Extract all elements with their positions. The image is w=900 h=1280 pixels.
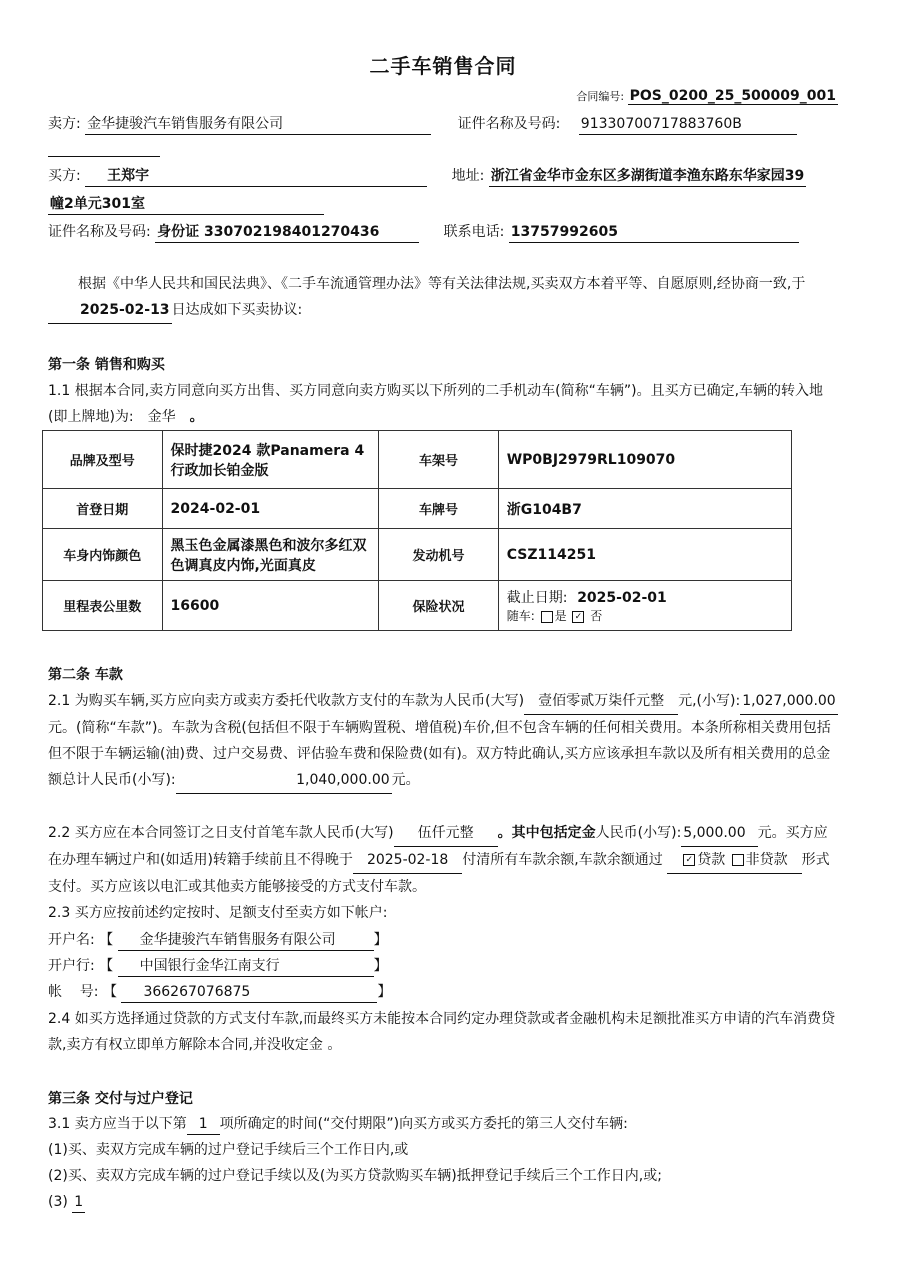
account-name-row: 开户名: 【 金华捷骏汽车销售服务有限公司 】 — [48, 930, 388, 951]
vin-value: WP0BJ2979RL109070 — [498, 431, 791, 489]
contract-number — [576, 88, 838, 104]
section-1-title: 第一条 销售和购买 — [48, 357, 165, 373]
s22-b: 。其中包括定金 — [497, 825, 596, 841]
engine-value: CSZ114251 — [498, 529, 791, 581]
brand-value: 保时捷2024 款Panamera 4 行政加长铂金版 — [162, 431, 379, 489]
account-name: 金华捷骏汽车销售服务有限公司 — [118, 930, 374, 951]
insurance-cell — [498, 581, 791, 631]
balance-deadline: 2025-02-18 — [353, 847, 462, 874]
s21-c: 元。(简称“车款”)。车款为含税(包括但不限于车辆购置税、增值税)车价,但不包含车辆的任何相关费用。本条所称相关费用包括但不限于车辆运输(油)费、过户交易费、评估验车费和保险费(如有)。双方特此确认,买方应该承担车款以及所有相关费用的总金额总计人民币(小写): — [48, 720, 831, 788]
ins-no-label: 否 — [590, 609, 603, 623]
color-value: 黑玉色金属漆黑色和波尔多红双色调真皮内饰,光面真皮 — [162, 529, 379, 581]
intro-text-end: 日达成如下买卖协议: — [171, 302, 303, 318]
account-number: 366267076875 — [121, 982, 377, 1003]
s22-e: 付清所有车款余额,车款余额通过 — [462, 852, 663, 868]
registration-city: 金华 — [134, 404, 190, 431]
price-number: 1,027,000.00 — [740, 688, 838, 715]
buyer-name: 王郑宇 — [85, 166, 427, 187]
section-1-1 — [48, 378, 838, 431]
buyer-address-2: 幢2单元301室 — [48, 194, 324, 215]
color-label: 车身内饰颜色 — [43, 529, 163, 581]
account-bank-row: 开户行: 【 中国银行金华江南支行 】 — [48, 956, 388, 977]
s31-a: 3.1 卖方应当于以下第 — [48, 1116, 187, 1132]
page-title: 二手车销售合同 — [369, 54, 517, 78]
brand-label: 品牌及型号 — [43, 431, 163, 489]
ins-follow-label: 随车: — [506, 609, 535, 623]
plate-value: 浙G104B7 — [498, 489, 791, 529]
buyer-phone-label: 联系电话: — [443, 224, 505, 240]
section-2-title: 第二条 车款 — [48, 667, 123, 683]
seller-row — [48, 114, 797, 135]
buyer-label: 买方: — [48, 168, 81, 184]
reg-date-value: 2024-02-01 — [162, 489, 379, 529]
s21-a: 2.1 为购买车辆,买方应向卖方或卖方委托代收款方支付的车款为人民币(大写) — [48, 693, 525, 709]
insurance-label: 保险状况 — [379, 581, 499, 631]
section-2-2 — [48, 820, 838, 900]
ins-date-label: 截止日期: — [506, 590, 568, 606]
buyer-id-label: 证件名称及号码: — [48, 224, 151, 240]
vin-label: 车架号 — [379, 431, 499, 489]
seller-underline-ext — [48, 140, 160, 157]
seller-id-label: 证件名称及号码: — [457, 116, 561, 132]
account-no-label: 帐 号: — [48, 984, 99, 1000]
seller-label: 卖方: — [48, 116, 81, 132]
seller-name: 金华捷骏汽车销售服务有限公司 — [85, 114, 431, 135]
delivery-item-3 — [48, 1192, 85, 1213]
mileage-label: 里程表公里数 — [43, 581, 163, 631]
section-3-title: 第三条 交付与过户登记 — [48, 1091, 193, 1107]
s22-f: 形式支付。买方应该以电汇或其他卖方能够接受的方式支付车款。 — [48, 852, 830, 895]
total-amount: 1,040,000.00 — [176, 767, 392, 794]
s21-b: 元,(小写): — [678, 693, 741, 709]
vehicle-table — [42, 430, 792, 631]
s22-c: 人民币(小写): — [595, 825, 682, 841]
buyer-address-row2 — [48, 194, 324, 215]
delivery-item-1: (1)买、卖双方完成车辆的过户登记手续后三个工作日内,或 — [48, 1142, 409, 1158]
s22-a: 2.2 买方应在本合同签订之日支付首笔车款人民币(大写) — [48, 825, 394, 841]
ins-date-value: 2025-02-01 — [577, 590, 667, 606]
section-3-1 — [48, 1114, 628, 1135]
account-no-row: 帐 号: 【 366267076875 】 — [48, 982, 391, 1003]
ins-yes-checkbox[interactable] — [541, 611, 553, 623]
account-bank: 中国银行金华江南支行 — [118, 956, 374, 977]
section-2-1 — [48, 688, 838, 794]
buyer-addr-label: 地址: — [451, 168, 485, 184]
engine-label: 发动机号 — [379, 529, 499, 581]
loan-checkbox[interactable]: ✓ — [683, 854, 695, 866]
deposit-chinese: 伍仟元整 — [394, 820, 498, 847]
plate-label: 车牌号 — [379, 489, 499, 529]
ins-yes-label: 是 — [554, 609, 567, 623]
item3-label: (3) — [48, 1194, 68, 1210]
buyer-phone: 13757992605 — [509, 222, 799, 243]
reg-date-label: 首登日期 — [43, 489, 163, 529]
section-2-3: 2.3 买方应按前述约定按时、足额支付至卖方如下帐户: — [48, 905, 388, 921]
price-chinese: 壹佰零贰万柒仟元整 — [524, 688, 678, 715]
buyer-id-row — [48, 222, 799, 243]
intro-paragraph — [48, 271, 838, 324]
s1-end: 。 — [189, 409, 204, 425]
intro-text: 根据《中华人民共和国民法典》、《二手车流通管理办法》等有关法律法规,买卖双方本着平等、自愿原则,经协商一致,于 — [78, 276, 806, 292]
non-loan-label: 非贷款 — [745, 852, 788, 868]
ins-no-checkbox[interactable]: ✓ — [572, 611, 584, 623]
seller-id: 91330700717883760B — [579, 114, 797, 135]
section-2-4: 2.4 如买方选择通过贷款的方式支付车款,而最终买方未能按本合同约定办理贷款或者金融机构未足额批准买方申请的汽车消费贷款,卖方有权立即单方解除本合同,并没收定金 。 — [48, 1011, 836, 1053]
contract-number-value: POS_0200_25_500009_001 — [629, 88, 836, 104]
agreement-date: 2025-02-13 — [48, 297, 172, 324]
buyer-id: 身份证 330702198401270436 — [155, 222, 419, 243]
deposit-number: 5,000.00 — [681, 820, 757, 847]
buyer-address-1: 浙江省金华市金东区多湖街道李渔东路东华家园39 — [489, 166, 806, 187]
buyer-row — [48, 166, 806, 187]
s21-d: 元。 — [391, 772, 420, 788]
loan-label: 贷款 — [697, 852, 726, 868]
delivery-item-2: (2)买、卖双方完成车辆的过户登记手续以及(为买方贷款购买车辆)抵押登记手续后三个工作日内,或; — [48, 1168, 662, 1184]
s1-text: 1.1 根据本合同,卖方同意向买方出售、买方同意向卖方购买以下所列的二手机动车(简称“车辆”)。且买方已确定,车辆的转入地(即上牌地)为: — [48, 383, 824, 425]
mileage-value: 16600 — [162, 581, 379, 631]
s22-d: 元。买方应在办理车辆过户和(如适用)转籍手续前且不得晚于 — [48, 825, 828, 868]
contract-number-label: 合同编号: — [576, 90, 625, 103]
account-name-label: 开户名: — [48, 932, 95, 948]
non-loan-checkbox[interactable] — [732, 854, 744, 866]
account-bank-label: 开户行: — [48, 958, 95, 974]
delivery-option: 1 — [187, 1114, 220, 1135]
item3-value: 1 — [72, 1192, 85, 1213]
s31-b: 项所确定的时间(“交付期限”)向买方或买方委托的第三人交付车辆: — [219, 1116, 628, 1132]
